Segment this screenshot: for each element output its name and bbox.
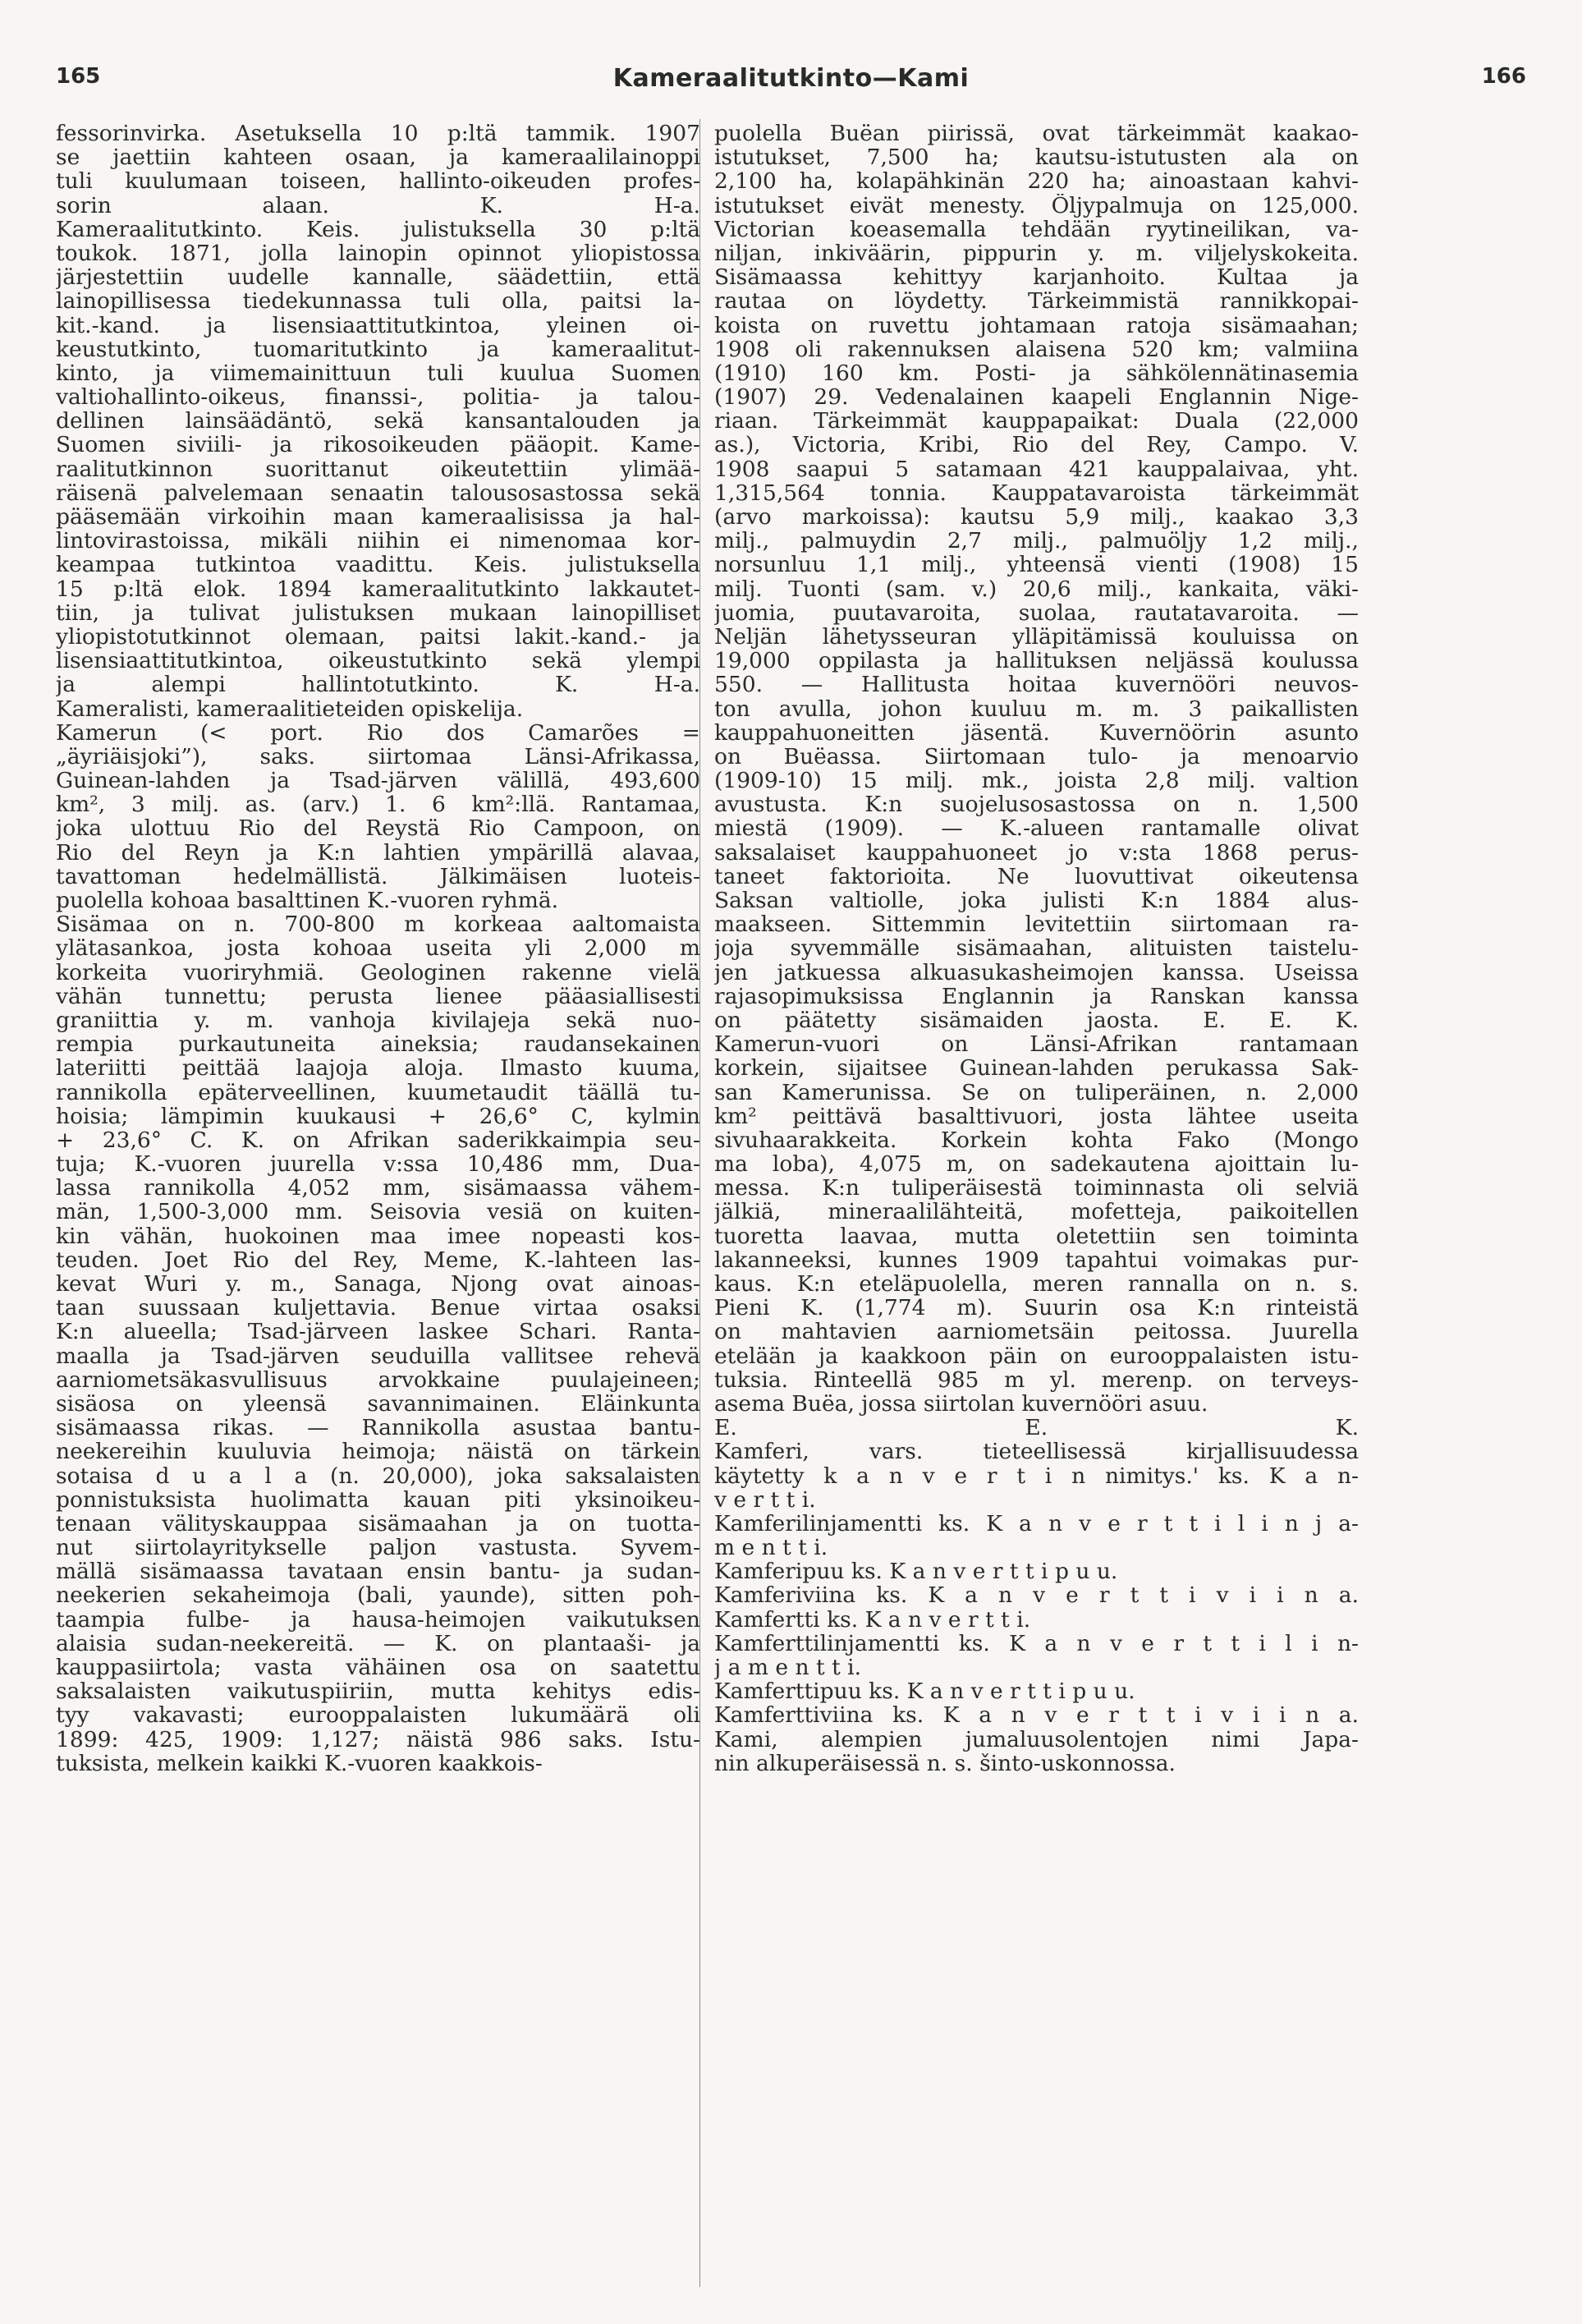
text-line: tuli kuulumaan toiseen, hallinto-oikeuden profes- bbox=[56, 169, 700, 194]
text-line: teuden. Joet Rio del Rey, Meme, K.-lahteen las- bbox=[56, 1247, 700, 1272]
text-line: kevat Wuri y. m., Sanaga, Njong ovat ainoas- bbox=[56, 1272, 700, 1297]
text-line: juomia, puutavaroita, suolaa, rautatavaroita. — bbox=[714, 600, 1359, 625]
text-line: on Buëassa. Siirtomaan tulo- ja menoarvio bbox=[714, 744, 1359, 769]
text-line: tuksia. Rinteellä 985 m yl. merenp. on terveys- bbox=[714, 1367, 1359, 1392]
text-line: saksalaisten vaikutuspiiriin, mutta kehitys edis- bbox=[56, 1679, 700, 1704]
text-line: maalla ja Tsad-järven seuduilla vallitsee rehevä bbox=[56, 1343, 700, 1368]
text-line: rannikolla epäterveellinen, kuumetaudit täällä tu- bbox=[56, 1080, 700, 1105]
text-line: km², 3 milj. as. (arv.) 1. 6 km²:llä. Rantamaa, bbox=[56, 792, 700, 817]
text-line: saksalaiset kauppahuoneet jo v:sta 1868 perus- bbox=[714, 840, 1359, 865]
text-line: alaisia sudan-neekereitä. — K. on plantaaši- ja bbox=[56, 1631, 700, 1656]
text-line: ponnistuksista huolimatta kauan piti yksinoikeu- bbox=[56, 1487, 700, 1512]
text-line: kaus. K:n eteläpuolella, meren rannalla on n. s. bbox=[714, 1272, 1359, 1297]
text-line: kin vähän, huokoinen maa imee nopeasti kos- bbox=[56, 1224, 700, 1248]
text-line: lintovirastoissa, mikäli niihin ei nimenomaa kor- bbox=[56, 529, 700, 553]
text-line: mällä sisämaassa tavataan ensin bantu- ja sudan- bbox=[56, 1559, 700, 1584]
text-line: lassa rannikolla 4,052 mm, sisämaassa vähem- bbox=[56, 1176, 700, 1201]
text-line: tuoretta laavaa, mutta oletettiin sen toiminta bbox=[714, 1224, 1359, 1248]
text-line: sorin alaan. K. H-a. bbox=[56, 193, 700, 218]
text-line: norsunluu 1,1 milj., yhteensä vienti (1908) 15 bbox=[714, 553, 1359, 577]
text-line: as.), Victoria, Kribi, Rio del Rey, Campo. V. bbox=[714, 433, 1359, 457]
text-line: kauppahuoneitten jäsentä. Kuvernöörin asunto bbox=[714, 720, 1359, 745]
text-line: nut siirtolayritykselle paljon vastusta. Syvem- bbox=[56, 1536, 700, 1560]
text-line: milj., palmuydin 2,7 milj., palmuöljy 1,2 milj., bbox=[714, 529, 1359, 553]
right-column bbox=[714, 122, 1359, 1775]
page-header bbox=[56, 64, 1526, 97]
text-line: 1908 saapui 5 satamaan 421 kauppalaivaa, yht. bbox=[714, 457, 1359, 481]
text-line: kinto, ja viimemainittuun tuli kuulua Suomen bbox=[56, 361, 700, 386]
text-line: tyy vakavasti; eurooppalaisten lukumäärä oli bbox=[56, 1703, 700, 1728]
text-line: korkein, sijaitsee Guinean-lahden perukassa Sak- bbox=[714, 1056, 1359, 1081]
text-line: Kami, alempien jumaluusolentojen nimi Japa- bbox=[714, 1727, 1359, 1752]
text-line: keustutkinto, tuomaritutkinto ja kameraalitut- bbox=[56, 337, 700, 361]
page-number-left: 165 bbox=[56, 64, 101, 89]
text-line: män, 1,500-3,000 mm. Seisovia vesiä on kuiten- bbox=[56, 1200, 700, 1224]
text-line: km² peittävä basalttivuori, josta lähtee useita bbox=[714, 1104, 1359, 1128]
text-line: pääsemään virkoihin maan kameraalisissa ja hal- bbox=[56, 505, 700, 530]
text-line: sivuhaarakkeita. Korkein kohta Fako (Mongo bbox=[714, 1128, 1359, 1153]
text-line: maakseen. Sittemmin levitettiin siirtomaan ra- bbox=[714, 912, 1359, 937]
text-line: 19,000 oppilasta ja hallituksen neljässä koulussa bbox=[714, 649, 1359, 673]
text-line: Kamerun (< port. Rio dos Camarões = bbox=[56, 720, 700, 745]
text-line: käytetty k a n v e r t i n nimitys.' ks. K a n- bbox=[714, 1463, 1359, 1488]
text-line: v e r t t i. bbox=[714, 1487, 816, 1512]
text-line: rempia purkautuneita aineksia; raudansekainen bbox=[56, 1032, 700, 1057]
text-line: Sisämaassa kehittyy karjanhoito. Kultaa ja bbox=[714, 265, 1359, 290]
text-line: milj. Tuonti (sam. v.) 20,6 milj., kankaita, väki- bbox=[714, 576, 1359, 601]
text-line: tuksista, melkein kaikki K.-vuoren kaakkois- bbox=[56, 1751, 543, 1775]
text-line: Suomen siviili- ja rikosoikeuden pääopit. Kame- bbox=[56, 433, 700, 457]
text-line: (1910) 160 km. Posti- ja sähkölennätinasemia bbox=[714, 361, 1359, 386]
text-line: Kamferttilinjamentti ks. K a n v e r t t i l i n- bbox=[714, 1631, 1359, 1656]
text-line: tuja; K.-vuoren juurella v:ssa 10,486 mm, Dua- bbox=[56, 1152, 700, 1177]
page-number-right: 166 bbox=[1481, 64, 1526, 89]
text-line: lisensiaattitutkintoa, oikeustutkinto sekä ylempi bbox=[56, 649, 700, 673]
text-line: Kamferilinjamentti ks. K a n v e r t t i l i n j a- bbox=[714, 1511, 1359, 1536]
text-line: on mahtavien aarniometsäin peitossa. Juurella bbox=[714, 1320, 1359, 1344]
text-line: 2,100 ha, kolapähkinän 220 ha; ainoastaan kahvi- bbox=[714, 169, 1359, 194]
text-line: ma loba), 4,075 m, on sadekautena ajoittain lu- bbox=[714, 1152, 1359, 1177]
text-line: puolella kohoaa basalttinen K.-vuoren ryhmä. bbox=[56, 889, 559, 913]
text-line: istutukset eivät menesty. Öljypalmuja on 125,000. bbox=[714, 193, 1359, 218]
text-line: Guinean-lahden ja Tsad-järven välillä, 493,600 bbox=[56, 769, 700, 793]
text-line: + 23,6° C. K. on Afrikan saderikkaimpia seu- bbox=[56, 1128, 700, 1153]
running-title: Kameraalitutkinto—Kami bbox=[612, 64, 970, 93]
text-line: sotaisa d u a l a (n. 20,000), joka saksalaisten bbox=[56, 1463, 700, 1488]
text-line: räisenä palvelemaan senaatin talousosastossa sekä bbox=[56, 480, 700, 505]
text-line: neekereihin kuuluvia heimoja; näistä on tärkein bbox=[56, 1440, 700, 1464]
text-line: etelään ja kaakkoon päin on eurooppalaisten istu- bbox=[714, 1343, 1359, 1368]
text-line: se jaettiin kahteen osaan, ja kameraalilainoppi bbox=[56, 145, 700, 170]
text-line: avustusta. K:n suojelusosastossa on n. 1,500 bbox=[714, 792, 1359, 817]
text-line: Neljän lähetysseuran ylläpitämissä kouluissa on bbox=[714, 624, 1359, 650]
text-line: 1,315,564 tonnia. Kauppatavaroista tärkeimmät bbox=[714, 480, 1359, 505]
text-line: taneet faktorioita. Ne luovuttivat oikeutensa bbox=[714, 864, 1359, 889]
text-line: san Kamerunissa. Se on tuliperäinen, n. 2,000 bbox=[714, 1080, 1359, 1105]
text-line: rajasopimuksissa Englannin ja Ranskan kanssa bbox=[714, 984, 1359, 1008]
text-line: miestä (1909). — K.-alueen rantamalle olivat bbox=[714, 816, 1359, 841]
text-line: fessorinvirka. Asetuksella 10 p:ltä tammik. 1907 bbox=[56, 122, 700, 146]
text-line: puolella Buëan piirissä, ovat tärkeimmät kaakao- bbox=[714, 122, 1359, 146]
text-line: jälkiä, mineraalilähteitä, mofetteja, paikoitellen bbox=[714, 1200, 1359, 1224]
text-line: niljan, inkiväärin, pippurin y. m. viljelyskokeita. bbox=[714, 241, 1359, 266]
text-line: aarniometsäkasvullisuus arvokkaine puulajeineen; bbox=[56, 1367, 700, 1392]
text-line: tavattoman hedelmällistä. Jälkimäisen luoteis- bbox=[56, 864, 700, 889]
left-column bbox=[56, 122, 700, 1775]
text-line: Kamferipuu ks. K a n v e r t t i p u u. bbox=[714, 1559, 1118, 1584]
text-line: (1907) 29. Vedenalainen kaapeli Englannin Nige- bbox=[714, 385, 1359, 410]
text-line: Kamfertti ks. K a n v e r t t i. bbox=[714, 1607, 1031, 1632]
text-line: sisämaassa rikas. — Rannikolla asustaa bantu- bbox=[56, 1416, 700, 1440]
text-line: Kamferttipuu ks. K a n v e r t t i p u u. bbox=[714, 1679, 1135, 1704]
text-line: järjestettiin uudelle kannalle, säädettiin, että bbox=[56, 265, 700, 290]
text-line: (1909-10) 15 milj. mk., joista 2,8 milj. valtion bbox=[714, 769, 1359, 793]
text-line: Kamerun-vuori on Länsi-Afrikan rantamaan bbox=[714, 1032, 1359, 1057]
text-line: toukok. 1871, jolla lainopin opinnot yliopistossa bbox=[56, 241, 700, 266]
text-line: j a m e n t t i. bbox=[714, 1656, 862, 1680]
text-line: Victorian koeasemalla tehdään ryytineilikan, va- bbox=[714, 217, 1359, 241]
text-line: taampia fulbe- ja hausa-heimojen vaikutuksen bbox=[56, 1607, 700, 1632]
text-line: joka ulottuu Rio del Reystä Rio Campoon, on bbox=[56, 816, 700, 841]
text-line: sisäosa on yleensä savannimainen. Eläinkunta bbox=[56, 1391, 700, 1417]
text-line: Kamferi, vars. tieteellisessä kirjallisuudessa bbox=[714, 1440, 1359, 1464]
text-line: raalitutkinnon suorittanut oikeutettiin ylimää- bbox=[56, 457, 700, 481]
text-line: dellinen lainsäädäntö, sekä kansantalouden ja bbox=[56, 409, 700, 434]
text-line: jen jatkuessa alkuasukasheimojen kanssa. Useissa bbox=[714, 960, 1359, 985]
text-line: 550. — Hallitusta hoitaa kuvernööri neuvos- bbox=[714, 673, 1359, 697]
text-line: messa. K:n tuliperäisestä toiminnasta oli selviä bbox=[714, 1176, 1359, 1201]
text-line: vähän tunnettu; perusta lienee pääasiallisesti bbox=[56, 984, 700, 1008]
text-line: koista on ruvettu johtamaan ratoja sisämaahan; bbox=[714, 313, 1359, 338]
text-line: lakanneeksi, kunnes 1909 tapahtui voimakas pur- bbox=[714, 1247, 1359, 1272]
text-line: (arvo markoissa): kautsu 5,9 milj., kaakao 3,3 bbox=[714, 505, 1359, 530]
text-line: lateriitti peittää laajoja aloja. Ilmasto kuuma, bbox=[56, 1056, 700, 1081]
text-line: kit.-kand. ja lisensiaattitutkintoa, yleinen oi- bbox=[56, 313, 700, 338]
text-line: rautaa on löydetty. Tärkeimmistä rannikkopai- bbox=[714, 289, 1359, 314]
text-line: Kameraalitutkinto. Keis. julistuksella 30 p:ltä bbox=[56, 217, 700, 241]
text-line: lainopillisessa tiedekunnassa tuli olla, paitsi la- bbox=[56, 289, 700, 314]
text-line: nin alkuperäisessä n. s. šinto-uskonnossa. bbox=[714, 1751, 1176, 1775]
text-line: joja syvemmälle sisämaahan, alituisten taistelu- bbox=[714, 936, 1359, 961]
text-line: „äyriäisjoki”), saks. siirtomaa Länsi-Afrikassa, bbox=[56, 744, 700, 769]
text-line: Kameralisti, kameraalitieteiden opiskelija. bbox=[56, 696, 524, 721]
text-line: 1899: 425, 1909: 1,127; näistä 986 saks. Istu- bbox=[56, 1727, 700, 1752]
text-line: istutukset, 7,500 ha; kautsu-istutusten ala on bbox=[714, 145, 1359, 170]
text-line: m e n t t i. bbox=[714, 1536, 828, 1560]
text-line: on päätetty sisämaiden jaosta. E. E. K. bbox=[714, 1008, 1359, 1033]
text-line: yliopistotutkinnot olemaan, paitsi lakit.-kand.- ja bbox=[56, 624, 700, 650]
text-line: E. E. K. bbox=[714, 1416, 1359, 1440]
text-line: Kamferiviina ks. K a n v e r t t i v i i n a. bbox=[714, 1583, 1359, 1608]
text-line: 15 p:ltä elok. 1894 kameraalitutkinto lakkautet- bbox=[56, 576, 700, 601]
text-line: asema Buëa, jossa siirtolan kuvernööri asuu. bbox=[714, 1391, 1208, 1417]
text-line: neekerien sekaheimoja (bali, yaunde), sitten poh- bbox=[56, 1583, 700, 1608]
text-line: taan suussaan kuljettavia. Benue virtaa osaksi bbox=[56, 1296, 700, 1320]
text-line: keampaa tutkintoa vaadittu. Keis. julistuksella bbox=[56, 553, 700, 577]
text-line: K:n alueella; Tsad-järveen laskee Schari. Ranta- bbox=[56, 1320, 700, 1344]
text-line: graniittia y. m. vanhoja kivilajeja sekä nuo- bbox=[56, 1008, 700, 1033]
text-line: hoisia; lämpimin kuukausi + 26,6° C, kylmin bbox=[56, 1104, 700, 1128]
text-line: kauppasiirtola; vasta vähäinen osa on saatettu bbox=[56, 1656, 700, 1680]
text-line: Rio del Reyn ja K:n lahtien ympärillä alavaa, bbox=[56, 840, 700, 865]
text-line: 1908 oli rakennuksen alaisena 520 km; valmiina bbox=[714, 337, 1359, 361]
text-line: tiin, ja tulivat julistuksen mukaan lainopilliset bbox=[56, 600, 700, 625]
text-line: Saksan valtiolle, joka julisti K:n 1884 alus- bbox=[714, 889, 1359, 913]
text-line: valtiohallinto-oikeus, finanssi-, politia- ja talou- bbox=[56, 385, 700, 410]
text-line: ja alempi hallintotutkinto. K. H-a. bbox=[56, 673, 700, 697]
text-line: korkeita vuoriryhmiä. Geologinen rakenne vielä bbox=[56, 960, 700, 985]
text-line: Pieni K. (1,774 m). Suurin osa K:n rinteistä bbox=[714, 1296, 1359, 1320]
text-line: tenaan välityskauppaa sisämaahan ja on tuotta- bbox=[56, 1511, 700, 1536]
text-line: ylätasankoa, josta kohoaa useita yli 2,000 m bbox=[56, 936, 700, 961]
text-line: Sisämaa on n. 700-800 m korkeaa aaltomaista bbox=[56, 912, 700, 937]
text-line: ton avulla, johon kuuluu m. m. 3 paikallisten bbox=[714, 696, 1359, 721]
text-line: riaan. Tärkeimmät kauppapaikat: Duala (22,000 bbox=[714, 409, 1359, 434]
text-line: Kamferttiviina ks. K a n v e r t t i v i i n a. bbox=[714, 1703, 1359, 1728]
